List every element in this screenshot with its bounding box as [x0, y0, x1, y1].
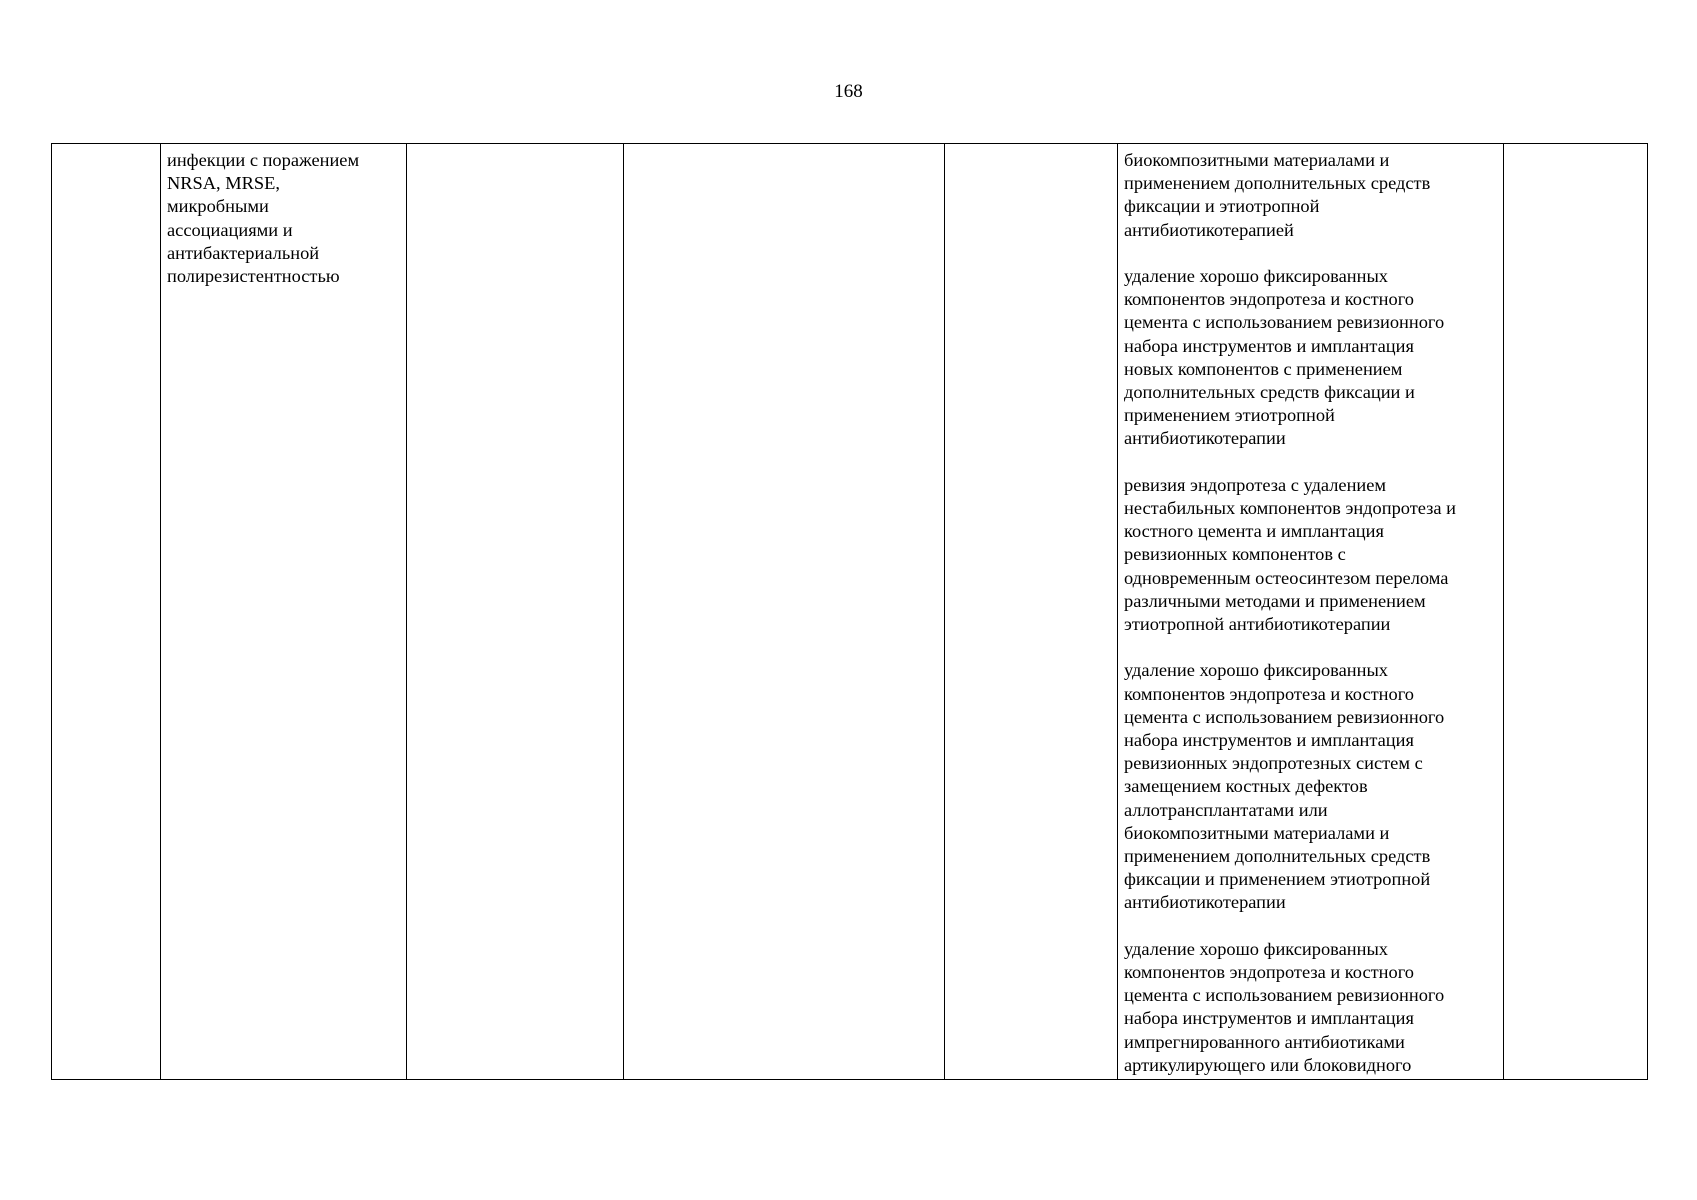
- cell-empty-5: [945, 144, 1118, 1080]
- treatment-paragraph: [1124, 938, 1497, 1077]
- condition-line: антибактериальной: [167, 242, 320, 263]
- table-row: [52, 144, 1648, 1080]
- cell-empty-3: [407, 144, 624, 1080]
- treatment-line: компонентов эндопротеза и костного: [1124, 683, 1414, 704]
- treatment-paragraph: [1124, 659, 1497, 914]
- treatment-line: набора инструментов и имплантация: [1124, 1008, 1414, 1029]
- treatment-line: компонентов эндопротеза и костного: [1124, 289, 1414, 310]
- page-number: 168: [834, 81, 863, 102]
- condition-line: полирезистентностью: [167, 266, 340, 287]
- cell-condition: [161, 144, 407, 1080]
- condition-line: микробными: [167, 196, 269, 217]
- treatment-line: набора инструментов и имплантация: [1124, 335, 1414, 356]
- condition-text: [167, 149, 400, 288]
- treatment-line: применением дополнительных средств: [1124, 173, 1431, 194]
- treatment-line: набора инструментов и имплантация: [1124, 730, 1414, 751]
- treatment-line: биокомпозитными материалами и: [1124, 150, 1390, 170]
- treatment-line: цемента с использованием ревизионного: [1124, 312, 1445, 333]
- treatment-line: антибиотикотерапии: [1124, 892, 1286, 913]
- treatment-line: фиксации и этиотропной: [1124, 196, 1320, 217]
- treatment-line: новых компонентов с применением: [1124, 358, 1403, 379]
- treatment-line: цемента с использованием ревизионного: [1124, 706, 1445, 727]
- treatment-line: фиксации и применением этиотропной: [1124, 869, 1431, 890]
- treatment-line: аллотрансплантатами или: [1124, 799, 1328, 820]
- treatment-line: удаление хорошо фиксированных: [1124, 938, 1389, 959]
- treatment-line: удаление хорошо фиксированных: [1124, 660, 1389, 681]
- treatment-line: дополнительных средств фиксации и: [1124, 382, 1415, 403]
- treatment-line: этиотропной антибиотикотерапии: [1124, 614, 1391, 635]
- cell-empty-7: [1504, 144, 1648, 1080]
- treatment-line: нестабильных компонентов эндопротеза и: [1124, 498, 1457, 519]
- cell-number: [52, 144, 161, 1080]
- treatment-line: различными методами и применением: [1124, 590, 1426, 611]
- treatment-line: ревизионных компонентов с: [1124, 544, 1346, 565]
- treatment-paragraph: [1124, 149, 1497, 242]
- treatment-line: ревизия эндопротеза с удалением: [1124, 474, 1387, 495]
- cell-empty-4: [624, 144, 945, 1080]
- treatment-line: костного цемента и имплантация: [1124, 521, 1384, 542]
- treatment-line: применением этиотропной: [1124, 405, 1335, 426]
- condition-line: инфекции с поражением: [167, 150, 360, 170]
- condition-line: NRSA, MRSE,: [167, 173, 280, 194]
- treatment-line: антибиотикотерапии: [1124, 428, 1286, 449]
- treatment-line: антибиотикотерапией: [1124, 219, 1294, 240]
- treatment-line: одновременным остеосинтезом перелома: [1124, 567, 1449, 588]
- cell-treatment: [1118, 144, 1504, 1080]
- treatment-line: компонентов эндопротеза и костного: [1124, 962, 1414, 983]
- medical-care-table: [51, 143, 1648, 1080]
- treatment-line: ревизионных эндопротезных систем с: [1124, 753, 1423, 774]
- treatment-paragraph: [1124, 474, 1497, 636]
- treatment-line: артикулирующего или блоковидного: [1124, 1054, 1412, 1075]
- treatment-line: применением дополнительных средств: [1124, 846, 1431, 867]
- treatment-line: цемента с использованием ревизионного: [1124, 985, 1445, 1006]
- treatment-text: [1124, 149, 1497, 1077]
- treatment-line: удаление хорошо фиксированных: [1124, 266, 1389, 286]
- treatment-line: замещением костных дефектов: [1124, 776, 1368, 797]
- condition-line: ассоциациями и: [167, 219, 293, 240]
- treatment-line: биокомпозитными материалами и: [1124, 822, 1390, 843]
- treatment-line: импрегнированного антибиотиками: [1124, 1031, 1405, 1052]
- treatment-paragraph: [1124, 265, 1497, 451]
